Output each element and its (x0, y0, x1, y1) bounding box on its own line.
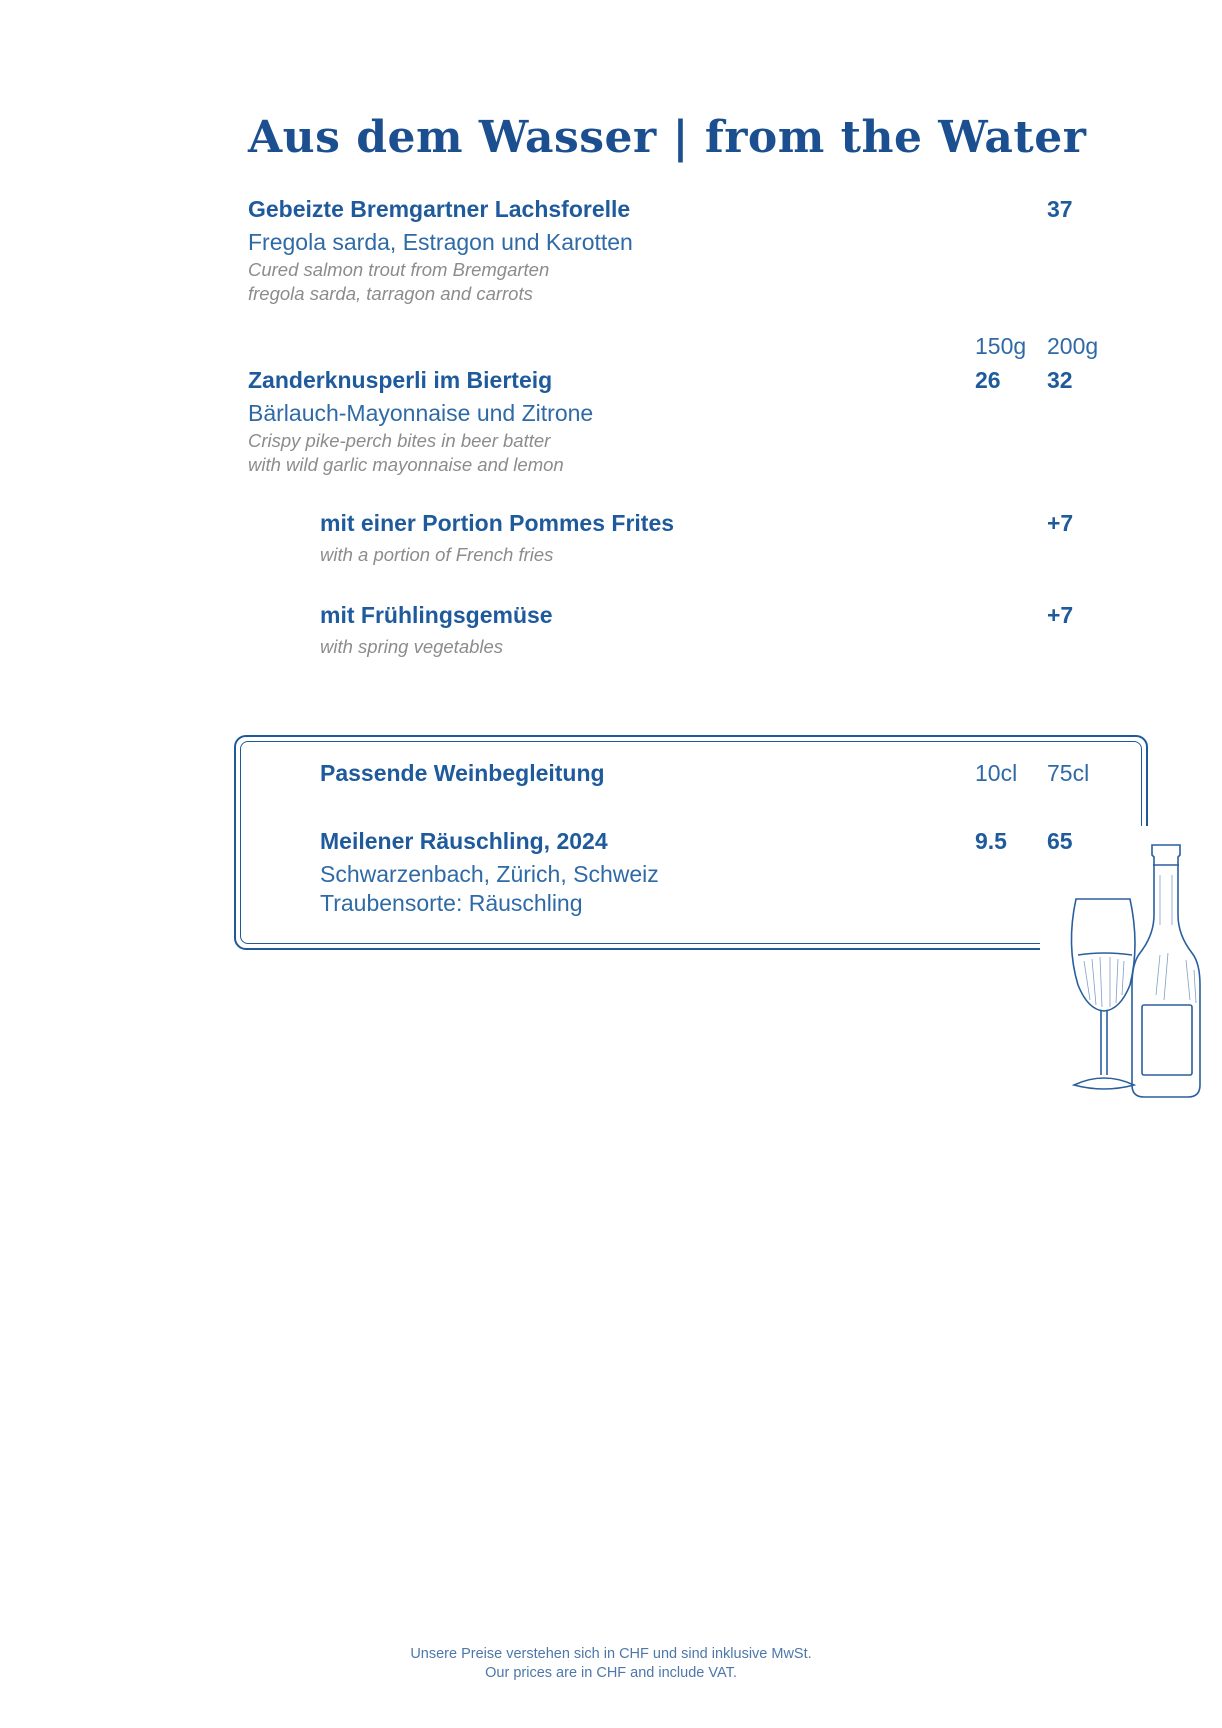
addon-name: mit Frühlingsgemüse (320, 602, 553, 628)
dish-description-en-line2: fregola sarda, tarragon and carrots (248, 283, 533, 304)
page-title: Aus dem Wasser | from the Water (248, 112, 1087, 163)
addon-name: mit einer Portion Pommes Frites (320, 510, 675, 536)
dish-price: 37 (1047, 196, 1073, 222)
wine-price-glass: 9.5 (975, 828, 1007, 854)
dish-description-en-line1: Crispy pike-perch bites in beer batter (248, 430, 551, 451)
addon-price: +7 (1047, 602, 1074, 628)
wine-origin: Schwarzenbach, Zürich, Schweiz (320, 861, 659, 887)
footer-note-en: Our prices are in CHF and include VAT. (485, 1665, 737, 1681)
dish-description-en-line2: with wild garlic mayonnaise and lemon (248, 454, 564, 475)
wine-bottle-and-glass-icon (1060, 835, 1216, 1105)
addon-description-en: with spring vegetables (320, 636, 504, 657)
wine-price-bottle: 65 (1047, 828, 1073, 854)
portion-size-small: 150g (975, 333, 1027, 359)
wine-size-glass: 10cl (975, 760, 1018, 786)
dish-description-de: Bärlauch-Mayonnaise und Zitrone (248, 400, 594, 426)
addon-description-en: with a portion of French fries (320, 544, 554, 565)
dish-price-large: 32 (1047, 367, 1073, 393)
wine-heading: Passende Weinbegleitung (320, 760, 605, 786)
dish-name: Zanderknusperli im Bierteig (248, 367, 553, 393)
dish-price-small: 26 (975, 367, 1001, 393)
addon-price: +7 (1047, 510, 1074, 536)
footer-note-de: Unsere Preise verstehen sich in CHF und sind inklusive MwSt. (410, 1646, 812, 1662)
wine-name: Meilener Räuschling, 2024 (320, 828, 608, 854)
dish-name: Gebeizte Bremgartner Lachsforelle (248, 196, 631, 222)
wine-grape: Traubensorte: Räuschling (320, 890, 583, 916)
wine-size-bottle: 75cl (1047, 760, 1090, 786)
dish-description-en-line1: Cured salmon trout from Bremgarten (248, 259, 550, 280)
dish-description-de: Fregola sarda, Estragon und Karotten (248, 229, 633, 255)
portion-size-large: 200g (1047, 333, 1099, 359)
